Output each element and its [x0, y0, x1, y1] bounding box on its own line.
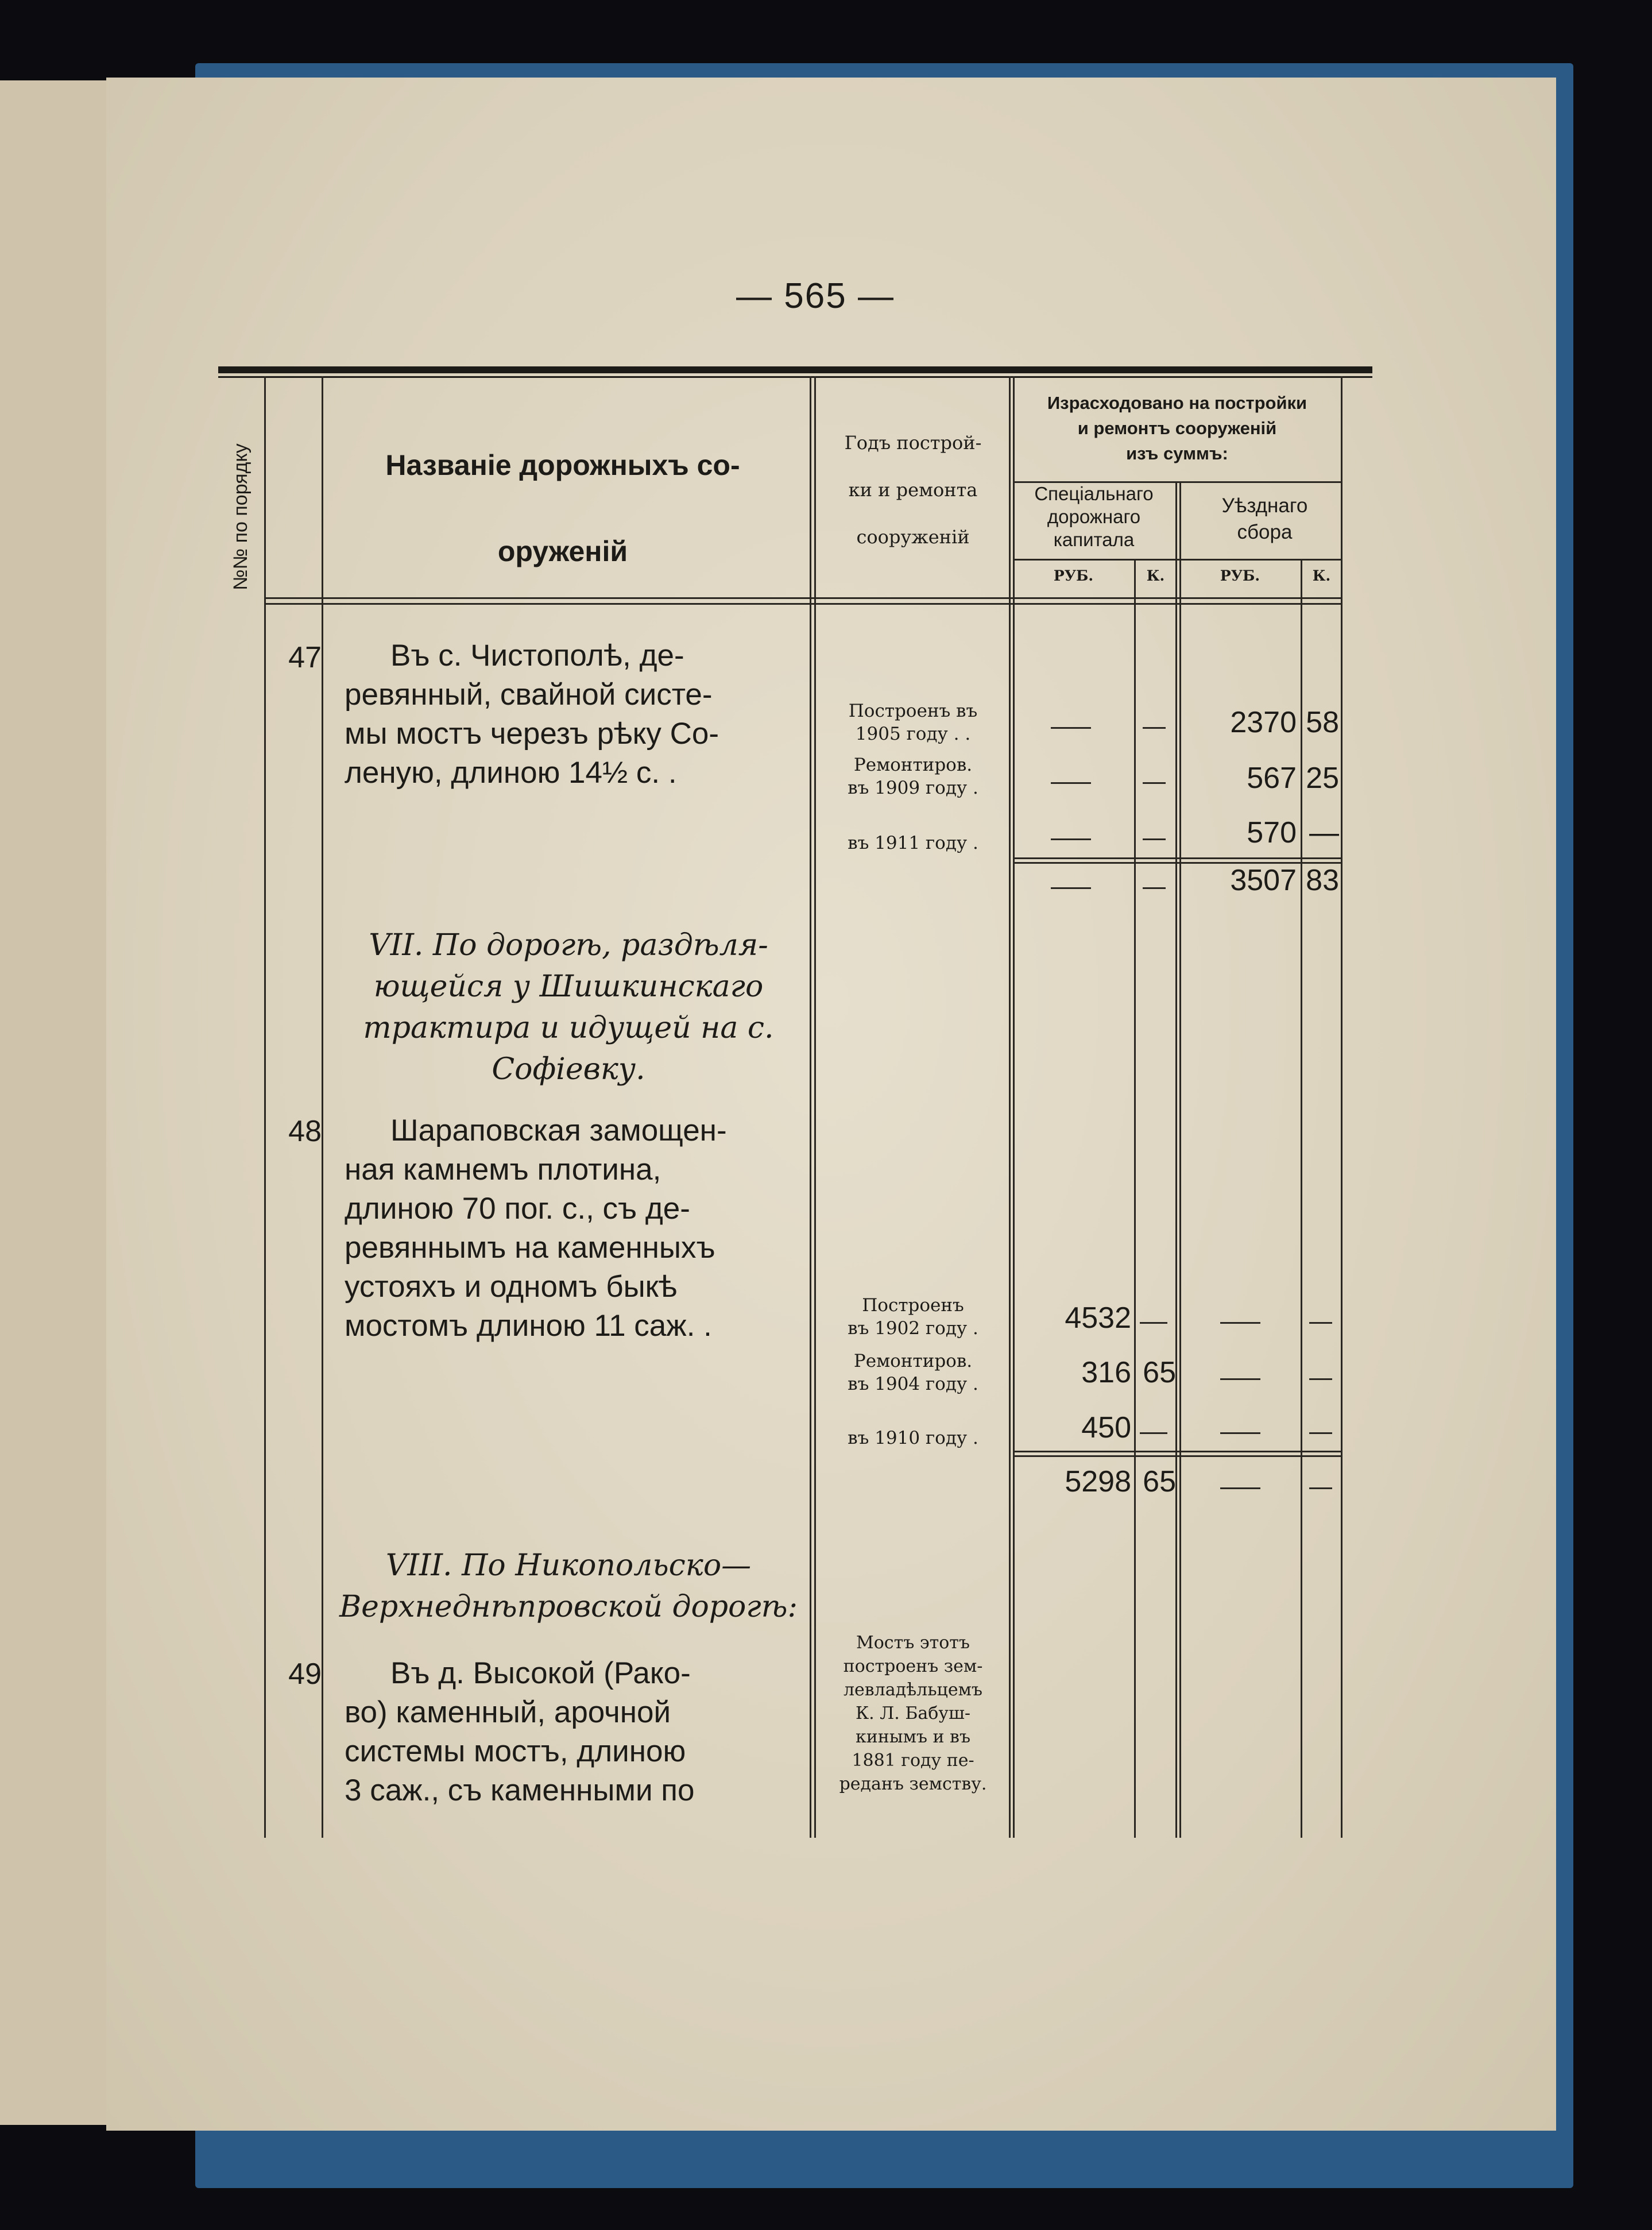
col-line	[1179, 482, 1181, 1838]
row-number: 49	[288, 1657, 322, 1691]
section-heading: VIII. По Никопольско— Верхнеднѣпровской дорогѣ:	[339, 1548, 798, 1624]
col-line	[1013, 376, 1015, 1838]
header-kop: К.	[1146, 567, 1165, 584]
dash	[1220, 1322, 1260, 1324]
amount-rub: 567	[1247, 762, 1297, 795]
amount-kop: 65	[1143, 1356, 1176, 1389]
dash	[1051, 887, 1091, 889]
header-bottom-rule	[264, 603, 1343, 605]
total-rule	[1013, 857, 1341, 859]
row-description: Въ с. Чистополѣ, де- ревянный, свайной систе- мы мостъ черезъ рѣку Со- леную, длиною 14½ с. .	[345, 639, 719, 790]
page-number: — 565 —	[736, 276, 895, 316]
dash	[1051, 838, 1091, 840]
amount-rub: 2370	[1230, 706, 1297, 739]
table-top-rule	[218, 366, 1372, 373]
total-rule	[1013, 1451, 1341, 1452]
dash	[1143, 838, 1166, 840]
dash	[1220, 1378, 1260, 1380]
dash	[1051, 782, 1091, 784]
header-spent-column: Израсходовано на постройки и ремонтъ сооруженій изъ суммъ:	[1047, 393, 1307, 463]
row-number: 48	[288, 1115, 322, 1148]
section-heading: VII. По дорогѣ, раздѣля- ющейся у Шишкинскаго трактира и идущей на с. Софіевку.	[363, 928, 774, 1087]
year-entry: Ремонтиров. въ 1904 году .	[848, 1351, 978, 1394]
dash	[1220, 1487, 1260, 1489]
dash	[1143, 727, 1166, 729]
header-special-capital: Спеціальнаго дорожнаго капитала	[1034, 483, 1154, 550]
row-description: Шараповская замощен- ная камнемъ плотина, длиною 70 пог. с., съ де- ревяннымъ на каменныхъ устояхъ и одномъ быкѣ мостомъ длиною 11 саж. .	[345, 1114, 727, 1343]
header-line	[1013, 559, 1341, 561]
dash	[1143, 782, 1166, 784]
dash	[1309, 1322, 1332, 1324]
dash	[1140, 1322, 1167, 1324]
header-kop: К.	[1312, 567, 1331, 584]
construction-note: Мостъ этотъ построенъ зем- левладѣльцемъ К. Л. Бабуш- кинымъ и въ 1881 году пе- реданъ земству.	[839, 1633, 987, 1794]
year-entry: въ 1911 году .	[848, 833, 978, 853]
total-kop: 83	[1306, 864, 1339, 897]
total-rule	[1013, 1455, 1341, 1457]
col-line	[1134, 560, 1136, 1838]
total-rub: 5298	[1065, 1465, 1131, 1498]
amount-rub: 570	[1247, 816, 1297, 849]
row-number: 47	[288, 641, 322, 674]
amount-rub: 316	[1081, 1356, 1131, 1389]
header-bottom-rule	[264, 597, 1343, 599]
table-top-rule-thin	[218, 376, 1372, 378]
header-rub: РУБ.	[1220, 567, 1260, 584]
dash	[1051, 727, 1091, 729]
header-name-column: Названіе дорожныхъ со- оруженій	[385, 449, 740, 567]
col-line	[1301, 560, 1302, 1838]
amount-kop: —	[1309, 816, 1339, 849]
col-line	[1009, 376, 1011, 1838]
col-line	[1175, 482, 1177, 1838]
col-line	[810, 376, 811, 1838]
header-uezd-fund: Уѣзднаго сбора	[1221, 494, 1308, 543]
year-entry: Построенъ въ 1902 году .	[848, 1295, 978, 1339]
year-entry: въ 1910 году .	[848, 1428, 978, 1448]
dash	[1309, 1432, 1332, 1434]
dash	[1309, 1378, 1332, 1380]
col-line	[322, 376, 323, 1838]
dash	[1220, 1432, 1260, 1434]
row-description: Въ д. Высокой (Рако- во) каменный, арочной системы мостъ, длиною 3 саж., съ каменными по	[345, 1656, 695, 1807]
year-entry: Построенъ въ 1905 году . .	[848, 701, 978, 744]
left-page-edge	[0, 80, 110, 2125]
col-line	[814, 376, 816, 1838]
dash	[1140, 1432, 1167, 1434]
total-rub: 3507	[1230, 864, 1297, 897]
total-kop: 65	[1143, 1465, 1176, 1498]
dash	[1309, 1487, 1332, 1489]
header-rub: РУБ.	[1053, 567, 1094, 584]
amount-rub: 450	[1081, 1411, 1131, 1444]
amount-kop: 58	[1306, 706, 1339, 739]
dash	[1143, 887, 1166, 889]
book-page	[106, 78, 1556, 2131]
header-year-column: Годъ построй- ки и ремонта сооруженій	[844, 432, 982, 548]
col-line	[1341, 376, 1343, 1838]
amount-rub: 4532	[1065, 1301, 1131, 1335]
header-number-column: №№ по порядку	[230, 443, 252, 590]
year-entry: Ремонтиров. въ 1909 году .	[848, 755, 978, 798]
amount-kop: 25	[1306, 762, 1339, 795]
col-line	[264, 376, 266, 1838]
